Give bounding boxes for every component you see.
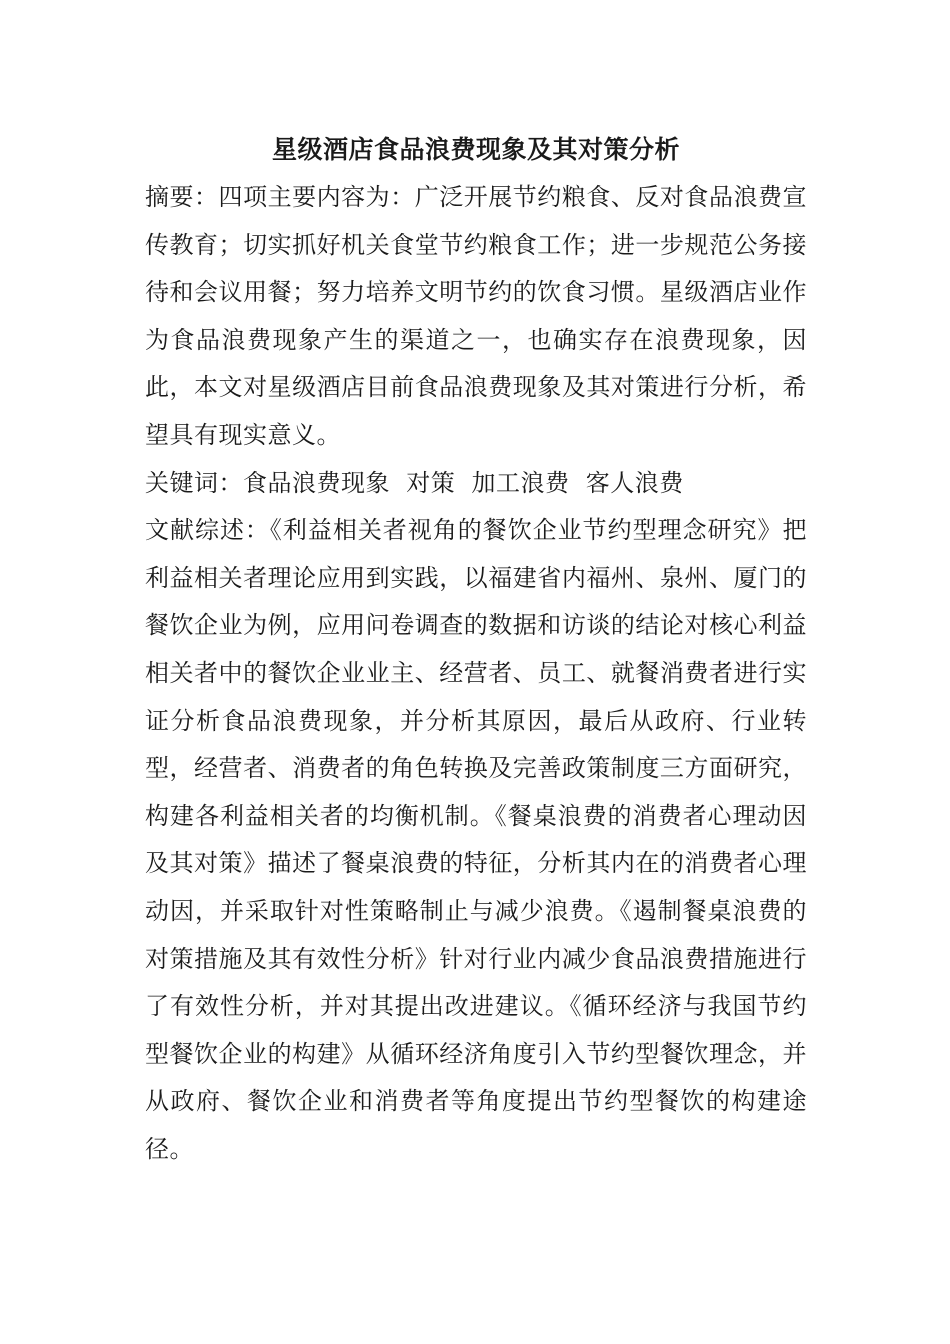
abstract-paragraph: 摘要：四项主要内容为：广泛开展节约粮食、反对食品浪费宣传教育；切实抓好机关食堂节约粮食工作；进一步规范公务接待和会议用餐；努力培养文明节约的饮食习惯。星级酒店业作为食品浪费现象产生的渠道之一，也确实存在浪费现象，因此，本文对星级酒店目前食品浪费现象及其对策进行分析，希望具有现实意义。 [145,183,807,449]
literature-review-paragraph: 文献综述：《利益相关者视角的餐饮企业节约型理念研究》把利益相关者理论应用到实践，以福建省内福州、泉州、厦门的餐饮企业为例，应用问卷调查的数据和访谈的结论对核心利益相关者中的餐饮企业业主、经营者、员工、就餐消费者进行实证分析食品浪费现象，并分析其原因，最后从政府、行业转型，经营者、消费者的角色转换及完善政策制度三方面研究，构建各利益相关者的均衡机制。《餐桌浪费的消费者心理动因及其对策》描述了餐桌浪费的特征，分析其内在的消费者心理动因，并采取针对性策略制止与减少浪费。《遏制餐桌浪费的对策措施及其有效性分析》针对行业内减少食品浪费措施进行了有效性分析，并对其提出改进建议。《循环经济与我国节约型餐饮企业的构建》从循环经济角度引入节约型餐饮理念，并从政府、餐饮企业和消费者等角度提出节约型餐饮的构建途径。 [145,516,807,1163]
document-page [145,126,807,1173]
document-title: 星级酒店食品浪费现象及其对策分析 [271,135,680,164]
keywords-paragraph: 关键词：食品浪费现象 对策 加工浪费 客人浪费 [145,468,684,497]
